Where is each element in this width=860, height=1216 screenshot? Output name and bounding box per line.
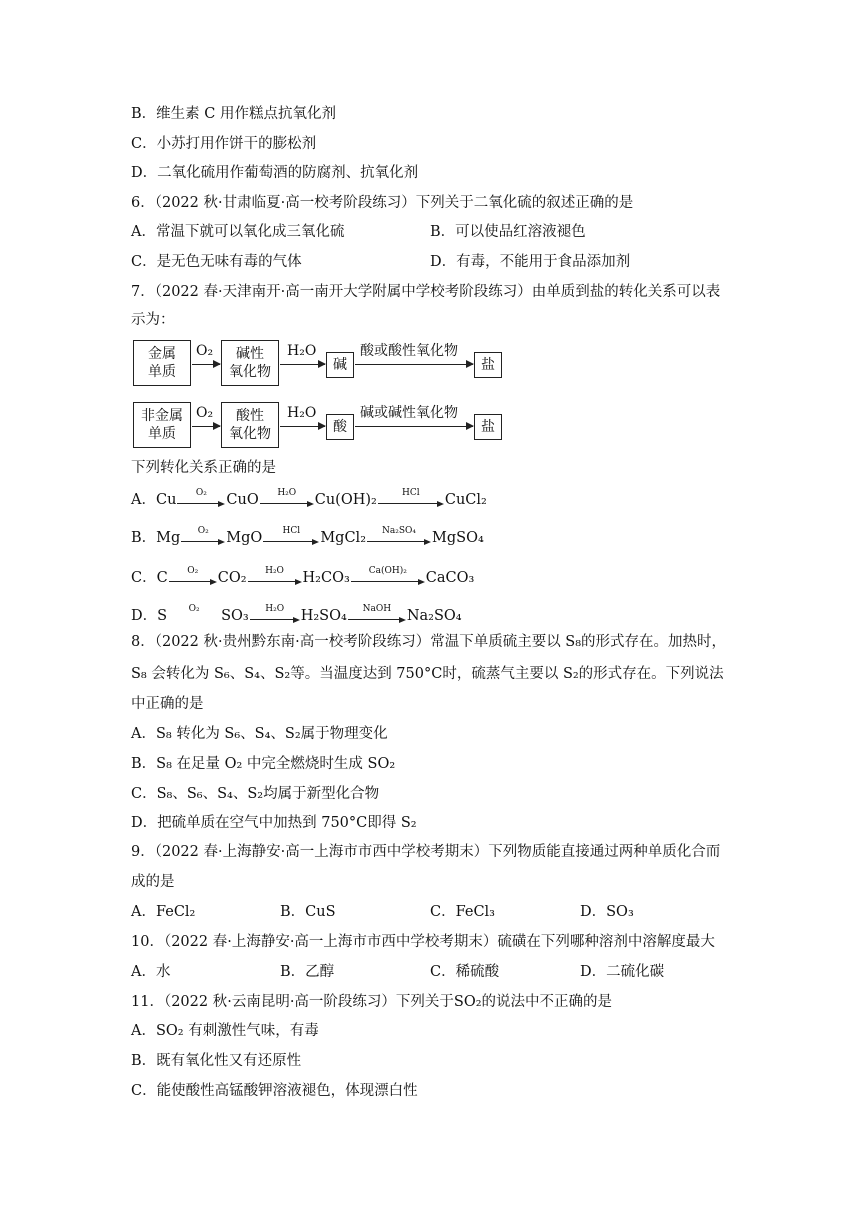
option-letter: D．	[131, 608, 158, 624]
row1-arrow3	[355, 364, 473, 365]
option-d: D．二氧化硫用作葡萄酒的防腐剂、抗氧化剂	[131, 165, 419, 181]
q11-option-b: B．既有氧化性又有还原性	[131, 1053, 302, 1069]
row2-arrow3-label: 碱或碱性氧化物	[360, 405, 458, 421]
question-8: 8．（2022 秋·贵州黔东南·高一校考阶段练习）常温下单质硫主要以 S₈的形式存在。加热时，	[131, 634, 727, 650]
q9-option-b: B．CuS	[280, 904, 336, 920]
reaction-arrow: H₂O	[260, 488, 314, 512]
q10-option-c: C．稀硫酸	[430, 964, 500, 980]
species: H₂SO₄	[300, 608, 347, 624]
reaction-arrow: H₂O	[250, 604, 300, 628]
row1-arrow2	[280, 364, 325, 365]
q9-option-d: D．SO₃	[580, 904, 634, 920]
reaction-arrow-o2: O₂	[188, 604, 200, 614]
q8-option-d: D．把硫单质在空气中加热到 750°C即得 S₂	[131, 815, 417, 831]
reaction-arrow: Ca(OH)₂	[351, 566, 425, 590]
reaction-option-d	[131, 600, 462, 628]
species: MgSO₄	[432, 530, 484, 546]
option-b: B．维生素 C 用作糕点抗氧化剂	[131, 106, 336, 122]
question-7-cont: 示为：	[131, 312, 175, 328]
reaction-arrow: HCl	[263, 526, 319, 550]
q10-option-b: B．乙醇	[280, 964, 335, 980]
q11-option-a: A．SO₂ 有刺激性气味，有毒	[131, 1023, 319, 1039]
question-8-cont2: 中正确的是	[131, 696, 204, 712]
species: Cu	[155, 492, 177, 508]
row1-arrow2-label: H₂O	[287, 343, 317, 359]
q8-option-b: B．S₈ 在足量 O₂ 中完全燃烧时生成 SO₂	[131, 756, 396, 772]
row2-arrow2	[280, 426, 325, 427]
row1-arrow3-label: 酸或酸性氧化物	[360, 343, 458, 359]
species: Mg	[156, 530, 181, 546]
species: CaCO₃	[425, 570, 475, 586]
q8-option-c: C．S₈、S₆、S₄、S₂均属于新型化合物	[131, 786, 380, 802]
reaction-option-a	[131, 484, 487, 512]
acidic-oxide-box: 酸性 氧化物	[221, 402, 279, 448]
metal-element-box: 金属 单质	[133, 340, 191, 386]
q6-option-c: C．是无色无味有毒的气体	[131, 254, 302, 270]
species: MgCl₂	[320, 530, 367, 546]
species: CuO	[226, 492, 259, 508]
q6-option-a: A．常温下就可以氧化成三氧化硫	[131, 224, 345, 240]
acid-box: 酸	[326, 414, 354, 440]
reaction-arrow: O₂	[169, 566, 217, 590]
q9-option-a: A．FeCl₂	[131, 904, 196, 920]
q6-option-d: D．有毒，不能用于食品添加剂	[430, 254, 631, 270]
question-10: 10．（2022 春·上海静安·高一上海市市西中学校考期末）硫磺在下列哪种溶剂中溶解度最大	[131, 934, 715, 950]
base-box: 碱	[326, 352, 354, 378]
question-11: 11．（2022 秋·云南昆明·高一阶段练习）下列关于SO₂的说法中不正确的是	[131, 994, 613, 1010]
salt-box-1: 盐	[474, 352, 502, 378]
species: MgO	[226, 530, 263, 546]
reaction-arrow: O₂	[177, 488, 225, 512]
reaction-option-c	[131, 562, 474, 590]
species: Na₂SO₄	[406, 608, 462, 624]
question-7: 7．（2022 春·天津南开·高一南开大学附属中学校考阶段练习）由单质到盐的转化关系可以表	[131, 284, 721, 300]
q10-option-a: A．水	[131, 964, 171, 980]
question-8-cont1: S₈ 会转化为 S₆、S₄、S₂等。当温度达到 750°C时，硫蒸气主要以 S₂的形式存在。下列说法	[131, 666, 724, 682]
question-9-cont: 成的是	[131, 874, 175, 890]
reaction-arrow: O₂	[181, 526, 225, 550]
row2-arrow1-label: O₂	[196, 405, 214, 421]
salt-box-2: 盐	[474, 414, 502, 440]
reaction-option-b	[131, 522, 484, 550]
q10-option-d: D．二硫化碳	[580, 964, 665, 980]
species: C	[156, 570, 168, 586]
species: Cu(OH)₂	[314, 492, 377, 508]
q11-option-c: C．能使酸性高锰酸钾溶液褪色，体现漂白性	[131, 1083, 418, 1099]
reaction-arrow: Na₂SO₄	[367, 526, 431, 550]
option-letter: C．	[131, 570, 157, 586]
reaction-arrow: NaOH	[348, 604, 406, 628]
species: CO₂	[217, 570, 247, 586]
row2-arrow2-label: H₂O	[287, 405, 317, 421]
row2-arrow3	[355, 426, 473, 427]
row2-arrow1	[192, 426, 220, 427]
species: CuCl₂	[444, 492, 487, 508]
row1-arrow1-label: O₂	[196, 343, 214, 359]
nonmetal-element-box: 非金属 单质	[133, 402, 191, 448]
option-c: C．小苏打用作饼干的膨松剂	[131, 136, 317, 152]
q6-option-b: B．可以使品红溶液褪色	[430, 224, 586, 240]
question-9: 9．（2022 春·上海静安·高一上海市市西中学校考期末）下列物质能直接通过两种单质化合而	[131, 844, 721, 860]
question-6: 6．（2022 秋·甘肃临夏·高一校考阶段练习）下列关于二氧化硫的叙述正确的是	[131, 195, 634, 211]
species: S	[157, 608, 168, 624]
row1-arrow1	[192, 364, 220, 365]
reaction-arrow: H₂O	[248, 566, 302, 590]
option-letter: B．	[131, 530, 157, 546]
option-letter: A．	[131, 492, 156, 508]
q9-option-c: C．FeCl₃	[430, 904, 495, 920]
q7-prompt: 下列转化关系正确的是	[131, 460, 276, 476]
q8-option-a: A．S₈ 转化为 S₆、S₄、S₂属于物理变化	[131, 726, 388, 742]
basic-oxide-box: 碱性 氧化物	[221, 340, 279, 386]
reaction-arrow: HCl	[378, 488, 444, 512]
species: SO₃	[221, 608, 249, 624]
species: H₂CO₃	[302, 570, 350, 586]
